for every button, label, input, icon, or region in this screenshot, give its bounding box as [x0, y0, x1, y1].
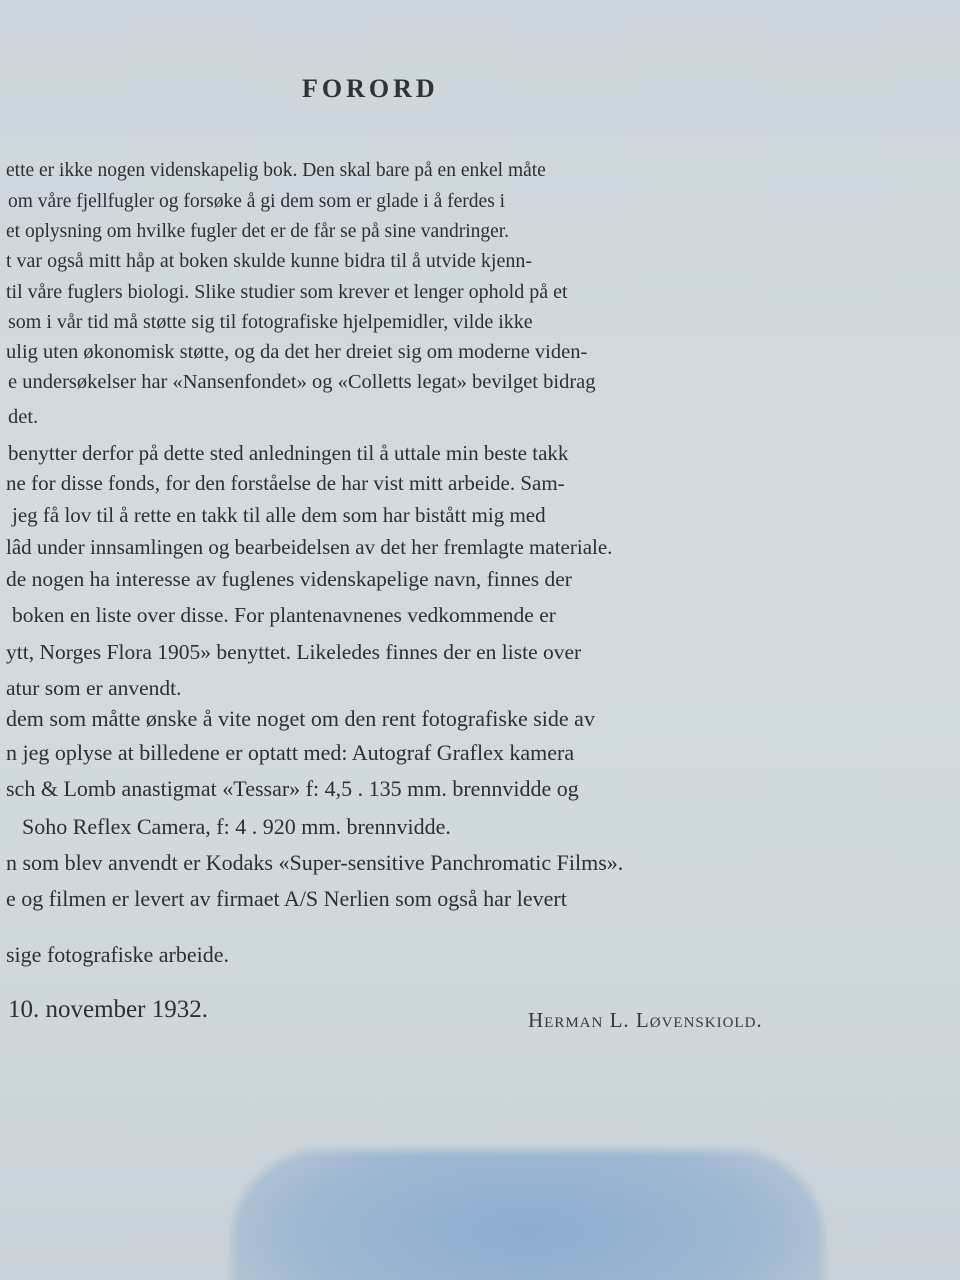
text-line: ytt, Norges Flora 1905» benyttet. Likeledes finnes der en liste over	[6, 640, 582, 664]
text-line: til våre fuglers biologi. Slike studier som krever et lenger ophold på et	[6, 281, 568, 303]
text-line: t var også mitt håp at boken skulde kunne bidra til å utvide kjenn-	[6, 250, 532, 272]
text-line: n som blev anvendt er Kodaks «Super-sensitive Panchromatic Films».	[6, 850, 624, 875]
text-line: det.	[8, 406, 39, 428]
text-line: boken en liste over disse. For plantenavnenes vedkommende er	[12, 603, 556, 627]
text-line: de nogen ha interesse av fuglenes videnskapelige navn, finnes der	[6, 567, 572, 591]
text-line: n jeg oplyse at billedene er optatt med: Autograf Graflex kamera	[6, 740, 575, 765]
text-line: ette er ikke nogen videnskapelig bok. Den skal bare på en enkel måte	[6, 160, 546, 181]
text-line: om våre fjellfugler og forsøke å gi dem som er glade i å ferdes i	[8, 191, 506, 212]
text-line: sch & Lomb anastigmat «Tessar» f: 4,5 . 135 mm. brennvidde og	[6, 776, 579, 801]
text-line: e undersøkelser har «Nansenfondet» og «Colletts legat» bevilget bidrag	[8, 371, 596, 393]
text-line: Soho Reflex Camera, f: 4 . 920 mm. brennvidde.	[22, 814, 451, 839]
page-title: FORORD	[302, 74, 439, 103]
text-line: som i vår tid må støtte sig til fotografiske hjelpemidler, vilde ikke	[8, 311, 533, 333]
text-line: jeg få lov til å rette en takk til alle dem som har bistått mig med	[12, 503, 546, 527]
text-line: e og filmen er levert av firmaet A/S Nerlien som også har levert	[6, 886, 567, 911]
date-line: 10. november 1932.	[8, 996, 208, 1023]
signature: Herman L. Løvenskiold.	[528, 1008, 763, 1032]
text-line: sige fotografiske arbeide.	[6, 942, 229, 967]
text-line: et oplysning om hvilke fugler det er de får se på sine vandringer.	[6, 221, 510, 242]
text-line: ulig uten økonomisk støtte, og da det her dreiet sig om moderne viden-	[6, 341, 588, 363]
text-line: atur som er anvendt.	[6, 676, 182, 700]
text-line: ne for disse fonds, for den forståelse de har vist mitt arbeide. Sam-	[6, 471, 565, 495]
text-line: benytter derfor på dette sted anledningen til å uttale min beste takk	[8, 441, 569, 465]
shadow-shape	[232, 1150, 824, 1280]
text-line: lâd under innsamlingen og bearbeidelsen av det her fremlagte materiale.	[6, 535, 613, 559]
text-line: dem som måtte ønske å vite noget om den rent fotografiske side av	[6, 706, 595, 731]
